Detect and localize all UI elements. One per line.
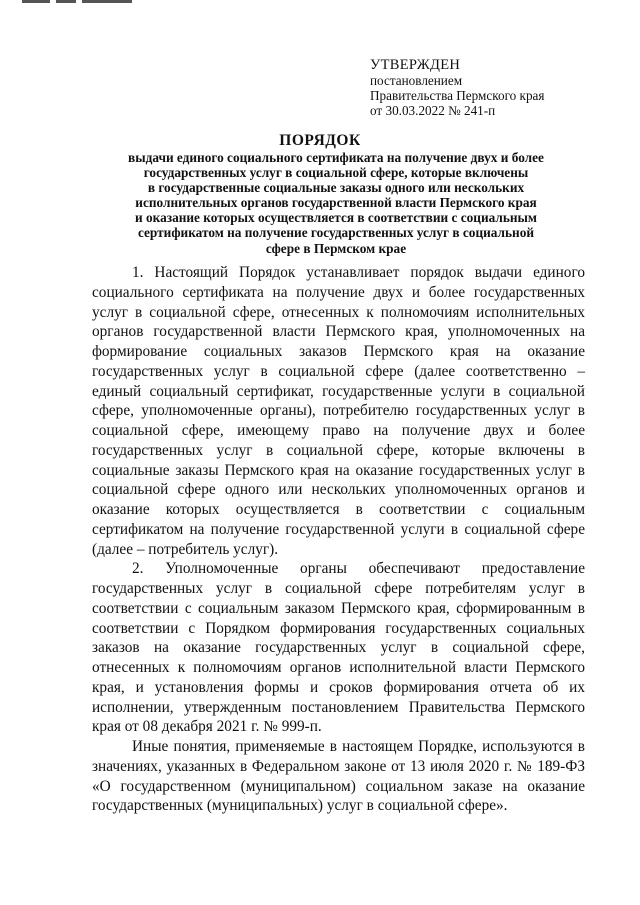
subtitle-line: выдачи единого социального сертификата на получение двух и более xyxy=(128,150,544,165)
paragraph-3: Иные понятия, применяемые в настоящем Порядке, используются в значениях, указанных в Федеральном законе от 13 июля 2020 г. № 189-ФЗ «О государственном (муниципальном) социальном заказе на оказание государственных (муниципальных) услуг в социальной сфере». xyxy=(92,738,585,815)
subtitle-line: исполнительных органов государственной власти Пермского края xyxy=(135,195,537,211)
paragraph-2: 2. Уполномоченные органы обеспечивают предоставление государственных услуг в социальной сфере потребителям услуг в соответствии с социальным заказом Пермского края, сформированным в соответствии с Порядком формирования государственных социальных заказов на оказание государственных услуг в социальной сфере, отнесенных к полномочиям органов исполнительной власти Пермского края, и установления формы и сроков формирования отчета об их исполнении, утвержденным постановлением Правительства Пермского края от 08 декабря 2021 г. № 999-п. xyxy=(92,560,585,736)
approval-stamp xyxy=(370,58,620,118)
document-subtitle xyxy=(92,150,580,256)
subtitle-line: в государственные социальные заказы одного или нескольких xyxy=(147,180,525,196)
approval-line-3: от 30.03.2022 № 241-п xyxy=(370,103,496,118)
subtitle-line: государственных услуг в социальной сфере, которые включены xyxy=(143,165,529,181)
subtitle-line: сфере в Пермском крае xyxy=(265,240,407,256)
subtitle-line: и оказание которых осуществляется в соответствии с социальным xyxy=(135,210,537,226)
approval-heading: УТВЕРЖДЕН xyxy=(370,57,461,73)
approval-line-2: Правительства Пермского края xyxy=(370,88,545,103)
paragraph-1: 1. Настоящий Порядок устанавливает порядок выдачи единого социального сертификата на получение двух и более государственных услуг в социальной сфере, отнесенных к полномочиям исполнительных органов государственной власти Пермского края, уполномоченных на формирование социальных заказов Пермского края на оказание государственных услуг в социальной сфере (далее соответственно – единый социальный сертификат, государственные услуги в социальной сфере, уполномоченные органы), потребителю государственных услуг в социальной сфере, имеющему право на получение двух и более государственных услуг в социальной сфере, которые включены в социальные заказы Пермского края на оказание государственных услуг в социальной сфере одного или нескольких уполномоченных органов и оказание которых осуществляется в соответствии с социальным сертификатом на получение государственной услуги в социальной сфере (далее – потребитель услуг). xyxy=(92,264,585,558)
subtitle-line: сертификатом на получение государственных услуг в социальной xyxy=(137,225,535,241)
approval-line-1: постановлением xyxy=(370,73,463,88)
document-title: ПОРЯДОК xyxy=(279,132,361,149)
scan-edge-marks xyxy=(22,0,142,6)
document-body xyxy=(92,263,585,816)
